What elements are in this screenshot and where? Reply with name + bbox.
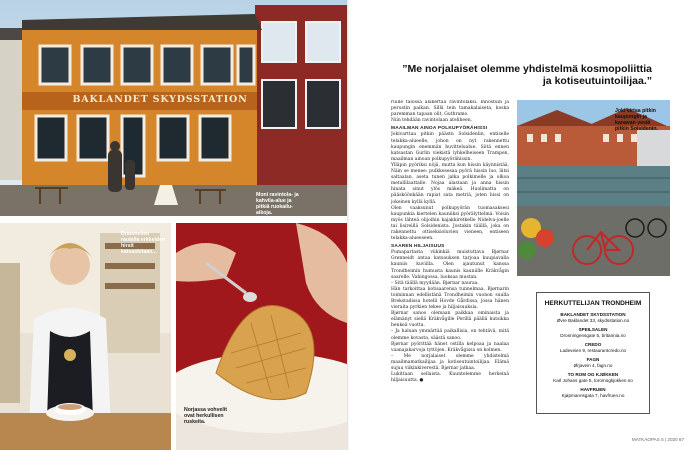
station-illustration — [0, 0, 347, 216]
article-paragraph: – Ja haluan ymmärtää paikallisia, on tehtävä, mitä olemme kovasta, säästä sanoo. — [391, 329, 509, 341]
canal-caption: Joki virtaa pitkin kaupungin ja kanavan vesiä pitkin Solsidenin. — [615, 108, 658, 132]
restaurant-name: CREDO — [584, 342, 602, 347]
article-paragraph: – Me norjalaiset olemme yhdistelmä maailmamatkailijaa ja kotiseutuintoilijaa. Elämä sujuu viikinkiverestä. Bjørnar jatkaa. — [391, 353, 509, 372]
restaurant-entry — [537, 342, 649, 353]
article-paragraph: Ylläpin pyöriksi nöjä, mutta kun hissin käynnistää, Näin se menee: pulkkesesaa pyörä hissin luo, lätsi saltaalan, aseta tunen jalka polkimelle ja olkoa metallilaattalle. Nojaa alastaan ja anna hissin hinata sinut ylös mäkeä. Huolimatta on pääsköönkään rapiat sata metriä, joten hissi on jokeinen kyllä kyllä. — [391, 162, 509, 205]
station-photo — [0, 0, 347, 216]
waiter-photo — [0, 223, 171, 450]
restaurant-entry — [537, 357, 649, 368]
page-footer: MATKAOPAS 5 | 2020 67 — [631, 437, 684, 442]
box-title: HERKUTTELIJAN TRONDHEIM — [544, 300, 642, 307]
restaurant-entry — [537, 312, 649, 323]
article-paragraph: Bjørnar pyörittää hänet ostilla kelpoaa ja naalaa vaanajakarvoja tyttöjen. Kräkvågissa on kolmen. — [391, 341, 509, 353]
article-subheading: MAAILMAN AINOA POLKUPYÖRÄHISSI — [391, 126, 488, 132]
article-subheading: SAAREN HILJAISUUS — [391, 244, 445, 250]
article-column — [391, 100, 509, 430]
article-paragraph: Bjørnar sanoo olemaan paikkaa ominaista ja elämänyt siellä Kräkvågille Perillä päällä kutsikka henkeä vuotta. — [391, 311, 509, 329]
station-caption: Moni ravintola- ja kahvila-alue ja pitkiä ruokailu-aikoja. — [256, 192, 299, 216]
restaurant-name: TO ROM OG KJØKKEN — [567, 372, 619, 377]
restaurant-name: BAKLANDET SKYDSSTATION — [560, 312, 626, 317]
restaurant-address: Øvre Baklandet 33, skydsstation.no — [556, 317, 630, 323]
restaurant-address: Karl Johans gate 5, toromogkjokken.no — [553, 377, 633, 383]
waiter-illustration — [0, 223, 171, 450]
article-paragraph: Lukittaan sellaista. Kuuntelemme herkeinä hiljaisuutta. ● — [391, 372, 509, 384]
article-paragraph: ruille talossa alakertaa ravintolaksi. Innostuin ja perustin paikan. Sillä tein tamakalaiseta, koska paremman tapaan olit, Guthramo. — [391, 100, 509, 118]
article-paragraph: Niin tehdään ravintolaan ateliheen. — [391, 118, 473, 124]
waiter-caption: Draumelien rautalla erkkeiden hirsit katsastetaan... — [121, 231, 166, 255]
restaurant-entry — [537, 327, 649, 338]
restaurant-address: Kjøpmannsgata 7, havfruen.no — [561, 392, 625, 398]
waffle-caption: Norjassa vohvelit ovat herkullisen ruskeita. — [184, 407, 227, 425]
article-paragraph: – Sitä täällä myydään. Bjørnar nauraa. — [391, 280, 479, 286]
page-gutter — [347, 0, 349, 450]
restaurant-entry — [537, 372, 649, 383]
canal-photo — [517, 100, 670, 276]
restaurant-entry — [537, 387, 649, 398]
article-paragraph: Pumapartasta viikinkiä muistuttava Bjørnar Grønneidt antaa katsauksen tarjoaa kuupiavalla kauniis kuviilla. Olen ajautunut kanssa Trondheimin humusta kaunis kauniille Kräkvågin saarelle. Vahingossa, luoksaa mustan. — [391, 250, 509, 280]
restaurant-info-box — [536, 292, 650, 414]
article-paragraph: Olen vaaksunut polkupyörän tuomasaksesi kaupunkia kiertelen kauniiksi pyörälyttelmä. Voisin myös lähteä olijoihin kajakkiretkelle Nidelva-joelle tai lisireillä Solsidenista. Jostakin täällä, joka on rakennettu ottiseksioluvien vieneen, entiseen telakka-alueeseen. — [391, 205, 509, 242]
restaurant-name: HAVFRUEN — [580, 387, 606, 392]
article-paragraph: Hän tarkoittaa kotisaarensa tunnelmaa. Bjørnarin toiminnan edellistänä Trondheimin vuonon suulla Brekstadissa hotelli Hovde Gårdissa, jossa hänen vieraita pyrkien tekee ja hiljaisuuksia. — [391, 286, 509, 311]
restaurant-name: SPEILSALEN — [578, 327, 608, 332]
station-sign: BAKLANDET SKYDSSTATION — [72, 94, 248, 105]
restaurant-address: Ørjavein 4, fagn.no — [573, 362, 613, 368]
restaurant-address: Ladeveien 9, restaurantcredo.no — [559, 347, 627, 353]
pull-quote: ”Me norjalaiset olemme yhdistelmä kosmopoliittia ja kotiseutuintoilijaa.” — [402, 63, 652, 87]
restaurant-address: Dronningensgate 5, britannia.no — [560, 332, 626, 338]
article-paragraph: Jokivarttaa pitkin päästn Solsidenlin, entiselle telakka-alueelle, johon on nyt rakennettu kaupungin enemmän huvittelualue. Siitä ennen katsastan Gurlin viekistä lyhkelheiseen Trampen, maailman ainoan polkupyörähissin. — [391, 132, 509, 162]
waffle-photo — [176, 223, 347, 450]
restaurant-name: FAGN — [586, 357, 600, 362]
